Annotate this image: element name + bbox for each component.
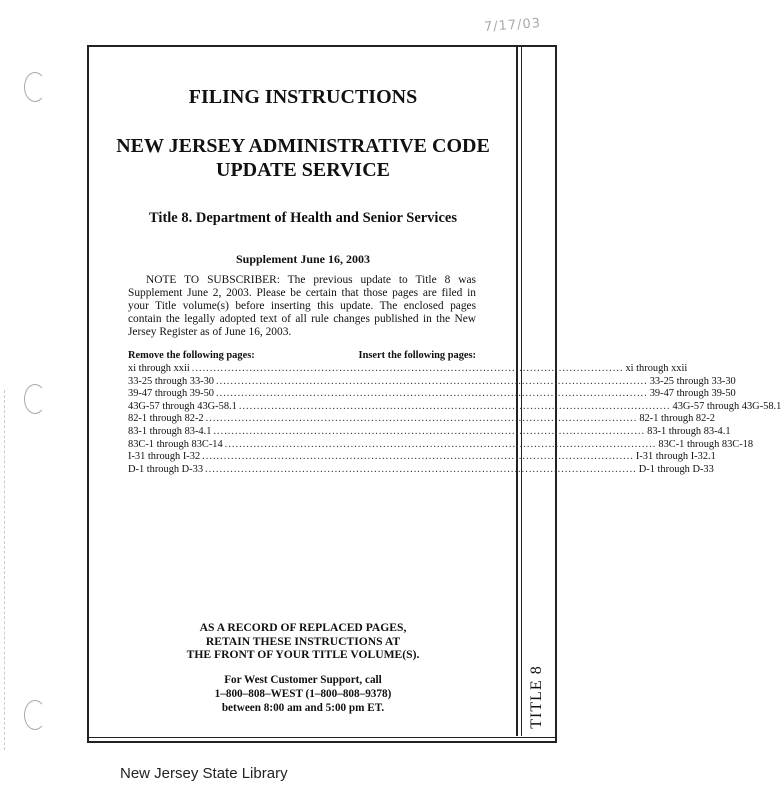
remove-pages: 82-1 through 82-2 [128,413,204,425]
table-row [128,388,736,401]
insert-pages: 83C-1 through 83C-18 [658,438,754,450]
insert-pages: 43G-57 through 43G-58.1 [672,400,781,412]
handwritten-date-note: 7/17/03 [483,16,542,35]
leader-dots: ........................................................................................................................ [205,413,638,425]
insert-header: Insert the following pages: [358,350,476,361]
insert-pages: 33-25 through 33-30 [649,375,736,387]
table-row [128,375,736,389]
scan-edge-marks [4,390,6,750]
insert-pages: 39-47 through 39-50 [649,388,736,400]
record-line: RETAIN THESE INSTRUCTIONS AT [205,634,401,648]
table-row [128,425,731,439]
remove-pages: I-31 through I-32 [128,451,201,463]
insert-pages: 82-1 through 82-2 [639,413,715,425]
table-row [128,363,688,376]
punch-hole-bottom [24,700,46,730]
leader-dots: ........................................................................................................................ [191,363,624,374]
remove-pages: 33-25 through 33-30 [128,375,215,387]
page-replacement-table [128,350,781,476]
remove-pages: 39-47 through 39-50 [128,388,215,400]
record-line: THE FRONT OF YOUR TITLE VOLUME(S). [186,648,420,661]
insert-pages: I-31 through I-32.1 [635,451,716,463]
insert-pages: xi through xxii [625,363,688,374]
record-instructions [103,621,503,662]
leader-dots: ........................................................................................................................ [213,425,646,437]
library-stamp: New Jersey State Library [120,765,288,782]
code-title [103,134,503,182]
leader-dots: ........................................................................................................................ [224,438,657,450]
insert-pages: D-1 through D-33 [638,463,714,475]
filing-instructions-heading: FILING INSTRUCTIONS [188,86,418,108]
customer-support-info [103,673,503,715]
leader-dots: ........................................................................................................................ [216,375,648,387]
title-tab-label: TITLE 8 [527,665,545,729]
remove-pages: D-1 through D-33 [128,463,204,475]
remove-pages: 43G-57 through 43G-58.1 [128,400,237,412]
table-header [128,350,476,363]
table-row [128,413,715,426]
support-phone: 1–800–808–WEST (1–800–808–9378) [214,688,392,700]
punch-hole-top [24,72,46,102]
remove-header: Remove the following pages: [128,350,255,361]
table-row [128,438,754,452]
insert-pages: 83-1 through 83-4.1 [647,425,731,437]
supplement-date: Supplement June 16, 2003 [235,252,371,266]
remove-pages: xi through xxii [128,363,190,374]
support-line: For West Customer Support, call [224,674,382,686]
subscriber-note: NOTE TO SUBSCRIBER: The previous update to Title 8 was Supplement June 2, 2003. Please be certain that those pages are filed in your Title volume(s) before inserting this update. The enclosed pages contain the legally adopted text of all rule changes published in the New Jersey Register as of June 16, 2003. [128,274,476,338]
title-line: Title 8. Department of Health and Senior Services [149,210,457,226]
punch-hole-middle [24,384,46,414]
leader-dots: ........................................................................................................................ [216,388,648,400]
support-hours: between 8:00 am and 5:00 pm ET. [221,702,385,714]
record-line: AS A RECORD OF REPLACED PAGES, [199,621,407,634]
remove-pages: 83-1 through 83-4.1 [128,425,212,437]
table-row [128,463,714,477]
code-title-line: UPDATE SERVICE [216,159,390,181]
leader-dots: ........................................................................................................................ [202,451,634,463]
leader-dots: ........................................................................................................................ [205,463,637,475]
leader-dots: ........................................................................................................................ [238,400,671,412]
frame-bottom-rule [89,737,555,738]
code-title-line: NEW JERSEY ADMINISTRATIVE CODE [116,135,490,157]
table-row [128,400,781,414]
table-row [128,451,716,464]
remove-pages: 83C-1 through 83C-14 [128,438,223,450]
